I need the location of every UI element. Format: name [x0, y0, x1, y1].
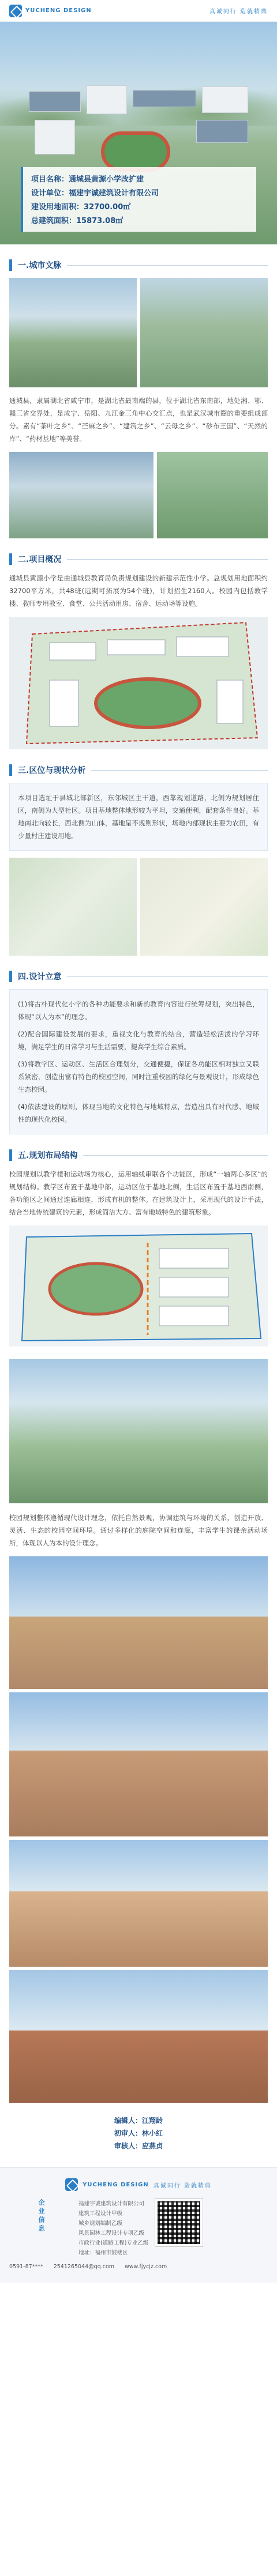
- location-map-site: [140, 858, 268, 956]
- section-title: 四.设计立意: [18, 972, 62, 982]
- contact-row: [9, 2264, 268, 2270]
- brand: [9, 5, 92, 17]
- layout-plan-drawing: [9, 1225, 268, 1347]
- gallery-building-photo-1: [9, 1556, 268, 1689]
- gallery-aerial: [9, 1359, 268, 1503]
- section-header-location: [9, 764, 268, 776]
- section-title: 三.区位与现状分析: [18, 766, 86, 775]
- footer-line: 市政行业(道路工程)专业乙级: [78, 2240, 149, 2246]
- concept-item: (2)配合国际建设发展的要求，重视文化与教育的结合，营造轻松活泼的学习环境，满足学生的日常学习与生活需要，提高学生综合素质。: [18, 1030, 259, 1051]
- section-bar: [9, 1149, 12, 1161]
- gallery-aerial-photo: [9, 1359, 268, 1503]
- concept-item: (3)将教学区、运动区、生活区合理划分，交通便捷，保证各功能区相对独立又联系紧密，创造出富有特色的校园空间，同时注重校园的绿化与景观设计，形成绿色生态校园。: [18, 1060, 259, 1093]
- footer-line: 地址：福州市鼓楼区: [78, 2250, 128, 2256]
- footer-slogan: 真诚同行 造就精典: [153, 2182, 212, 2189]
- section-divider: [91, 770, 268, 771]
- top-bar: [0, 0, 277, 22]
- sports-field: [101, 131, 170, 172]
- site-plan-image: [9, 617, 268, 749]
- location-description: 本项目选址于县城北部新区，东邻城区主干道，西靠规划道路，北侧为规划居住区，南侧为大型社区。项目基地整体地形较为平坦，交通便利，配套条件良好。基地南北向较长，西北侧为山体，基地呈不规则形状，场地内部现状主要为农田，有少量村庄建设用地。: [18, 794, 259, 840]
- concept-item: (1)将古朴现代化小学的各种功能要求和新的教育内容进行统筹规划，突出特色，体现“以人为本”的理念。: [18, 1000, 259, 1021]
- section-divider: [67, 265, 268, 266]
- footer-info: [9, 2199, 268, 2258]
- hero-rendering: [0, 22, 277, 244]
- overview-description: 通城县黄源小学是由通城县教育局负责规划建设的新建示范性小学。总规划用地面积约32700平方米，共48班(远期可拓展为54个班)，计划招生2160人。校园内包括教学楼、教师专用教室、食堂、公共活动用房、宿舍、运动场等设施。: [9, 574, 268, 608]
- footer-lines: [78, 2199, 148, 2258]
- layout-description: 校园规划以教学楼和运动场为核心，运用轴线串联各个功能区，形成“一轴两心多区”的规划结构。教学区布置于基地中部，运动区位于基地北侧，生活区布置于基地西南侧，各功能区之间通过连廊相连，形成有机的整体。在建筑设计上，采用现代的设计手法，结合当地传统建筑的元素，形成简洁大方、富有地域特色的建筑形象。: [9, 1170, 268, 1216]
- footer: [0, 2167, 277, 2283]
- section-title: 五.规划布局结构: [18, 1151, 78, 1160]
- credits: [0, 2114, 277, 2152]
- gallery-building-photo-4: [9, 1970, 268, 2103]
- footer-line: 风景园林工程设计专项乙级: [78, 2230, 145, 2236]
- concept-card: [9, 989, 268, 1134]
- project-land-area: 建设用地面积：32700.00㎡: [31, 203, 131, 212]
- brand-logo-icon: [9, 5, 22, 17]
- footer-brand: [9, 2178, 268, 2191]
- site-plan-drawing: [9, 617, 268, 749]
- slogan: 真诚同行 造就精典: [209, 9, 268, 15]
- section-divider: [83, 1155, 268, 1156]
- brand-logo-icon: [65, 2178, 78, 2191]
- section-divider: [67, 976, 268, 977]
- contact-email[interactable]: 2541265044@qq.com: [53, 2264, 115, 2270]
- qr-code-icon: [155, 2199, 203, 2246]
- project-name: 项目名称：通城县黄源小学改扩建: [31, 175, 144, 184]
- footer-brand-name: YUCHENG DESIGN: [83, 2181, 149, 2188]
- city-photo-hills: [140, 278, 268, 387]
- city-photo-nature: [157, 452, 268, 538]
- gallery-building-photo-2: [9, 1692, 268, 1836]
- city-photo-river: [9, 452, 154, 538]
- contact-website[interactable]: www.fjycjz.com: [125, 2264, 167, 2270]
- section-header-city: [9, 259, 268, 271]
- layout-plan: [9, 1225, 268, 1347]
- concept-item: (4)依法建设的原则，体现当地的文化特色与地域特点，营造出具有时代感、地域性的现代化校园。: [18, 1103, 259, 1123]
- city-description: 通城县，隶属湖北省咸宁市，是湖北省最南端的县，位于湖北省东南部，地处湘、鄂、赣三省交界处，是成宁、岳阳、九江金三角中心交汇点，也是武汉城市圈的重要组成部分。素有“茶叶之乡”、“苎麻之乡”、“建筑之乡”、“云母之乡”、“砂布王国”、“天然的库”、“药材基地”等美誉。: [9, 397, 268, 443]
- section-title: 二.项目概况: [18, 555, 62, 564]
- city-photo-skyline: [9, 278, 137, 387]
- gallery-description: 校园规划整体遵循现代设计理念，依托自然景观，协调建筑与环境的关系，创造开放、灵活、生态的校园空间环境。通过多样化的庭院空间和连廊，丰富学生的课余活动场所，体现以人为本的设计理念。: [9, 1514, 268, 1547]
- footer-line: 城乡规划编制乙级: [78, 2220, 123, 2227]
- section-bar: [9, 259, 12, 271]
- section-bar: [9, 553, 12, 565]
- section-header-overview: [9, 553, 268, 565]
- project-designer: 设计单位：福建宇诚建筑设计有限公司: [31, 189, 159, 198]
- section-bar: [9, 971, 12, 982]
- footer-line: 福建宇诚建筑设计有限公司: [78, 2201, 145, 2207]
- footer-label: 企业信息: [38, 2199, 45, 2234]
- location-map-region: [9, 858, 137, 956]
- city-photos-2: [9, 452, 268, 538]
- brand-name: YUCHENG DESIGN: [25, 7, 92, 14]
- section-header-layout: [9, 1149, 268, 1161]
- credit-approver: 审核人：应燕贞: [114, 2142, 163, 2150]
- city-photos: [9, 278, 268, 387]
- project-building-area: 总建筑面积：15873.08㎡: [31, 217, 123, 225]
- credit-editor: 编辑人：江翔龄: [114, 2117, 163, 2125]
- location-card: [9, 783, 268, 851]
- section-divider: [67, 559, 268, 560]
- gallery-building-photo-3: [9, 1840, 268, 1967]
- credit-reviewer: 初审人：林小红: [114, 2129, 163, 2137]
- layout-plan-image: [9, 1225, 268, 1347]
- project-info-card: [21, 167, 256, 232]
- contact-phone: 0591-87****: [9, 2264, 43, 2270]
- section-title: 一.城市文脉: [18, 261, 62, 270]
- location-maps: [9, 858, 268, 956]
- section-header-concept: [9, 971, 268, 982]
- footer-line: 建筑工程设计甲级: [78, 2211, 123, 2217]
- overview-site-plan: [9, 617, 268, 749]
- section-bar: [9, 764, 12, 776]
- gallery-renderings: [9, 1556, 268, 2103]
- footer-details: [78, 2199, 268, 2258]
